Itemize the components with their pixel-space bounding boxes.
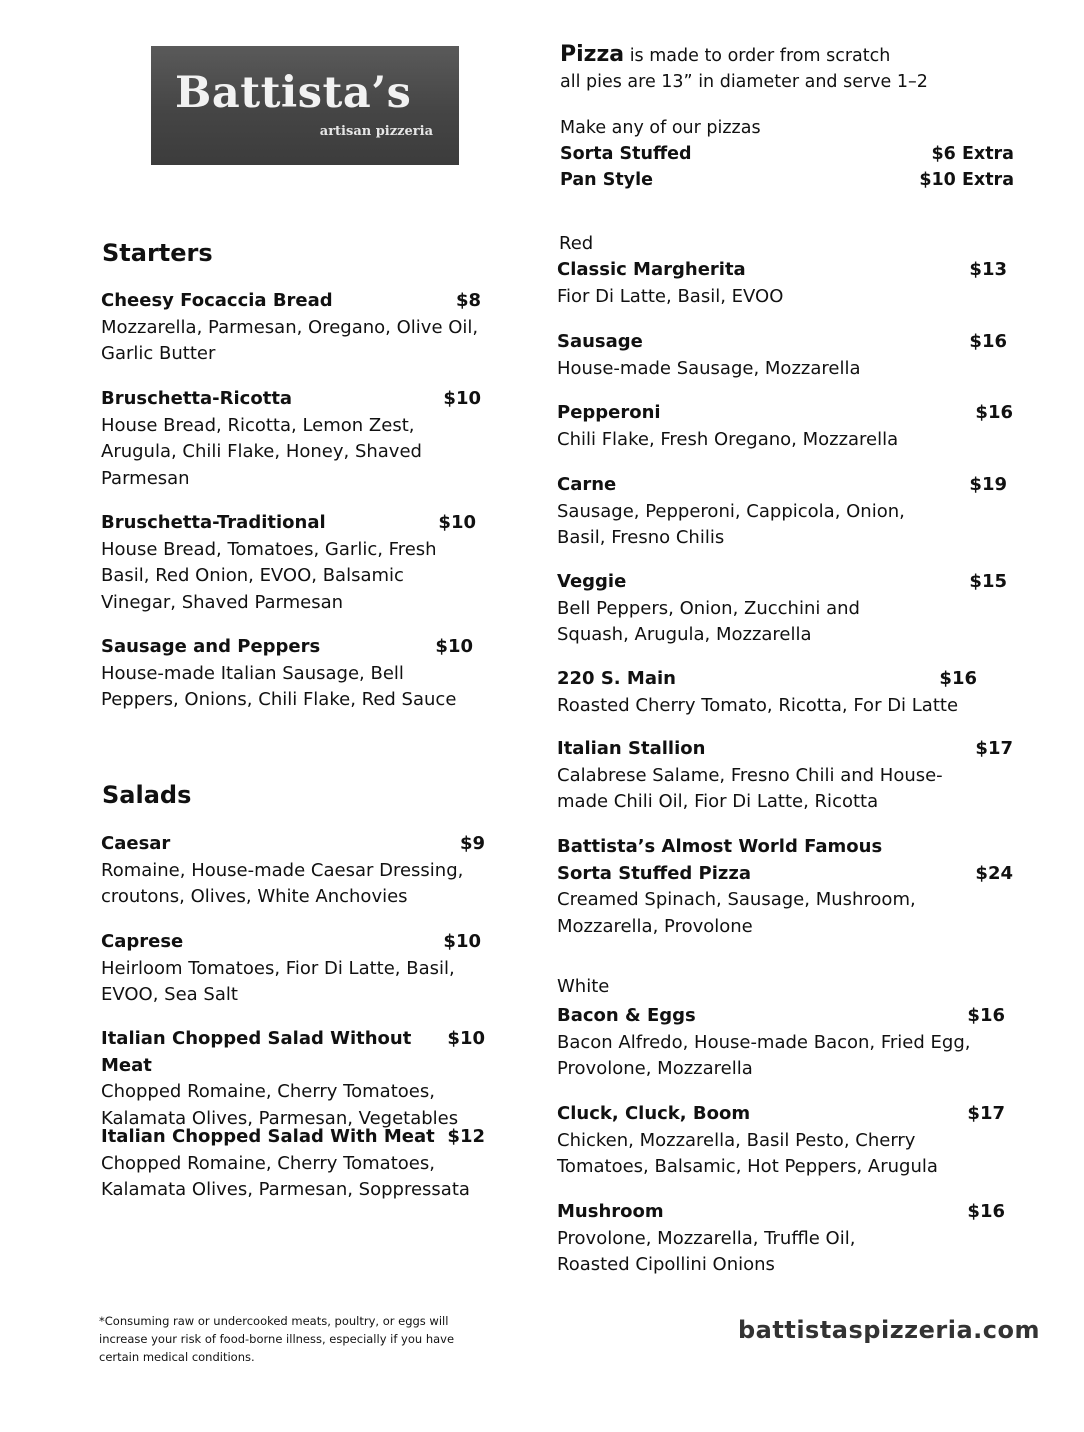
intro-line-1: Pizza is made to order from scratch: [560, 42, 891, 67]
menu-item: Caprese $10 Heirloom Tomatoes, Fior Di Latte, Basil, EVOO, Sea Salt: [101, 931, 481, 1005]
starters-title: Starters: [102, 239, 213, 267]
menu-item: Bruschetta-Ricotta $10 House Bread, Ricotta, Lemon Zest, Arugula, Chili Flake, Honey, Shaved Parmesan: [101, 388, 481, 489]
option-sorta-stuffed: Sorta Stuffed $6 Extra: [560, 144, 1014, 164]
menu-item: Classic Margherita $13 Fior Di Latte, Basil, EVOO: [557, 259, 1007, 307]
menu-item: Carne $19 Sausage, Pepperoni, Cappicola, Onion, Basil, Fresno Chilis: [557, 474, 1007, 548]
menu-item: Caesar $9 Romaine, House-made Caesar Dressing, croutons, Olives, White Anchovies: [101, 833, 485, 907]
menu-item: Cheesy Focaccia Bread $8 Mozzarella, Parmesan, Oregano, Olive Oil, Garlic Butter: [101, 290, 481, 364]
menu-item: Pepperoni $16 Chili Flake, Fresh Oregano, Mozzarella: [557, 402, 1013, 450]
red-label: Red: [559, 233, 594, 254]
intro-line-2: all pies are 13” in diameter and serve 1–2: [560, 72, 928, 92]
menu-item: Italian Chopped Salad With Meat $12 Chopped Romaine, Cherry Tomatoes, Kalamata Olives, Parmesan, Soppressata: [101, 1126, 485, 1200]
menu-item: 220 S. Main $16 Roasted Cherry Tomato, Ricotta, For Di Latte: [557, 668, 977, 716]
white-label: White: [557, 976, 610, 997]
option-pan-style: Pan Style $10 Extra: [560, 170, 1014, 190]
make-any-line: Make any of our pizzas: [560, 118, 761, 138]
menu-item-special: Battista’s Almost World Famous Sorta Stuffed Pizza $24 Creamed Spinach, Sausage, Mushroom, Mozzarella, Provolone: [557, 836, 1013, 937]
menu-item: Italian Stallion $17 Calabrese Salame, Fresno Chili and House-made Chili Oil, Fior Di Latte, Ricotta: [557, 738, 1013, 812]
pizza-intro: [560, 42, 1014, 193]
menu-item: Cluck, Cluck, Boom $17 Chicken, Mozzarella, Basil Pesto, Cherry Tomatoes, Balsamic, Hot Peppers, Arugula: [557, 1103, 1005, 1177]
pizza-word: Pizza: [560, 42, 625, 67]
menu-item: Veggie $15 Bell Peppers, Onion, Zucchini and Squash, Arugula, Mozzarella: [557, 571, 1007, 645]
menu-item: Bruschetta-Traditional $10 House Bread, Tomatoes, Garlic, Fresh Basil, Red Onion, EVOO, Balsamic Vinegar, Shaved Parmesan: [101, 512, 476, 613]
logo: [151, 46, 459, 165]
website-url: battistaspizzeria.com: [738, 1316, 1041, 1344]
salads-title: Salads: [102, 781, 192, 809]
logo-name: Battista’s: [175, 68, 412, 118]
menu-item: Sausage $16 House-made Sausage, Mozzarella: [557, 331, 1007, 379]
food-safety-footnote: *Consuming raw or undercooked meats, poultry, or eggs will increase your risk of food-borne illness, especially if you have certain medical conditions.: [99, 1314, 455, 1364]
logo-tagline: artisan pizzeria: [319, 124, 433, 139]
menu-item: Sausage and Peppers $10 House-made Italian Sausage, Bell Peppers, Onions, Chili Flake, Red Sauce: [101, 636, 473, 710]
menu-item: Italian Chopped Salad Without Meat $10 Chopped Romaine, Cherry Tomatoes, Kalamata Olives, Parmesan, Vegetables: [101, 1028, 485, 1129]
menu-item: Mushroom $16 Provolone, Mozzarella, Truffle Oil, Roasted Cipollini Onions: [557, 1201, 1005, 1275]
menu-item: Bacon & Eggs $16 Bacon Alfredo, House-made Bacon, Fried Egg, Provolone, Mozzarella: [557, 1005, 1005, 1079]
